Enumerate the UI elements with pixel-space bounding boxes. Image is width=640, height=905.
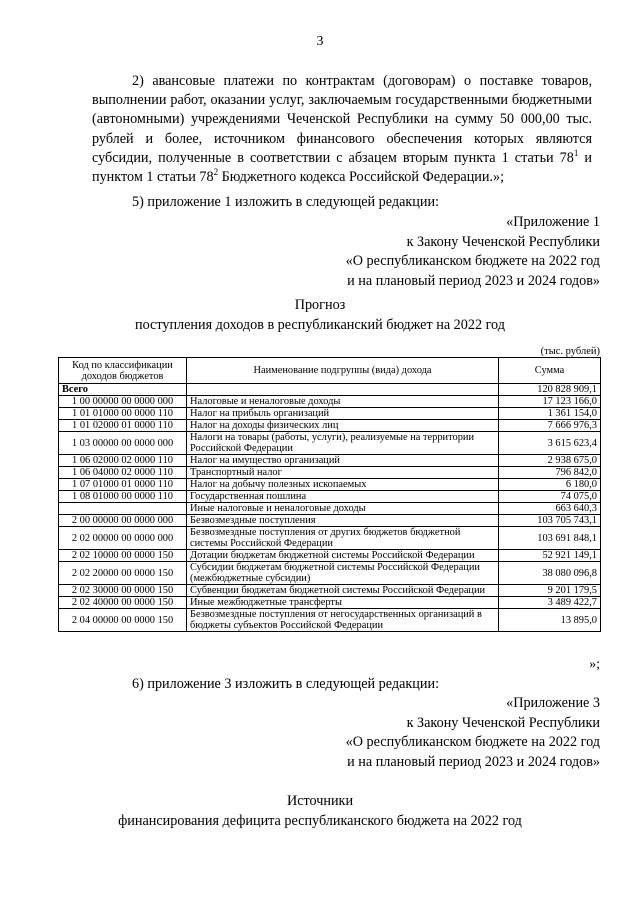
cell-name: Налог на имущество организаций xyxy=(187,455,499,467)
cell-name: Государственная пошлина xyxy=(187,491,499,503)
header-name: Наименование подгруппы (вида) дохода xyxy=(187,358,499,384)
cell-name: Безвозмездные поступления от негосударственных организаций в бюджеты субъектов Российской Федерации xyxy=(187,609,499,632)
cell-code: 1 00 00000 00 0000 000 xyxy=(59,396,187,408)
cell-code xyxy=(59,503,187,515)
table-row xyxy=(59,408,601,420)
cell-amount: 1 361 154,0 xyxy=(499,408,601,420)
cell-name: Налоги на товары (работы, услуги), реализуемые на территории Российской Федерации xyxy=(187,432,499,455)
appendix-3-line4: и на плановый период 2023 и 2024 годов» xyxy=(347,753,600,770)
cell-amount: 2 938 675,0 xyxy=(499,455,601,467)
appendix-1-line3: «О республиканском бюджете на 2022 год xyxy=(345,253,600,270)
table-row xyxy=(59,479,601,491)
cell-name: Дотации бюджетам бюджетной системы Российской Федерации xyxy=(187,550,499,562)
table-row xyxy=(59,396,601,408)
appendix-1-line1: «Приложение 1 xyxy=(506,214,600,230)
cell-amount: 38 080 096,8 xyxy=(499,562,601,585)
cell-name: Иные налоговые и неналоговые доходы xyxy=(187,503,499,515)
cell-name: Иные межбюджетные трансферты xyxy=(187,597,499,609)
appendix-3-line2: к Закону Чеченской Республики xyxy=(406,714,600,731)
cell-amount: 3 615 623,4 xyxy=(499,432,601,455)
table-row xyxy=(59,455,601,467)
cell-amount: 7 666 976,3 xyxy=(499,420,601,432)
cell-name: Налог на добычу полезных ископаемых xyxy=(187,479,499,491)
cell-amount: 103 691 848,1 xyxy=(499,527,601,550)
total-row xyxy=(59,384,601,396)
cell-code: 2 02 10000 00 0000 150 xyxy=(59,550,187,562)
table-row xyxy=(59,527,601,550)
table-units: (тыс. рублей) xyxy=(540,346,600,357)
superscript-2: 2 xyxy=(213,167,219,178)
cell-amount: 17 123 166,0 xyxy=(499,396,601,408)
sources-title xyxy=(0,792,640,831)
paragraph-2: 2) авансовые платежи по контрактам (договорам) о поставке товаров, выполнении работ, оказании услуг, заключаемым государственными бюджетными (автономными) учреждениями Чеченской Республики на сумму 50 000,00 тыс. рублей и более, источником финансового обеспечения которых являются субсидии, полученные в соответствии с абзацем вторым пункта 1 статьи $78^1$ и пунктом 1 статьи $78^2$ Бюджетного кодекса Российской Федерации.»; xyxy=(92,73,593,186)
cell-name: Субсидии бюджетам бюджетной системы Российской Федерации (межбюджетные субсидии) xyxy=(187,562,499,585)
cell-code: 1 06 02000 02 0000 110 xyxy=(59,455,187,467)
table-row xyxy=(59,420,601,432)
forecast-title-line2: поступления доходов в республиканский бюджет на 2022 год xyxy=(135,316,505,333)
cell-amount: 3 489 422,7 xyxy=(499,597,601,609)
cell-code: 1 03 00000 00 0000 000 xyxy=(59,432,187,455)
table-row xyxy=(59,597,601,609)
cell-name: Налог на доходы физических лиц xyxy=(187,420,499,432)
forecast-title xyxy=(0,296,640,335)
cell-amount: 74 075,0 xyxy=(499,491,601,503)
cell-code: 2 02 00000 00 0000 000 xyxy=(59,527,187,550)
cell-name: Налоговые и неналоговые доходы xyxy=(187,396,499,408)
appendix-3-line3: «О республиканском бюджете на 2022 год xyxy=(345,734,600,751)
total-label: Всего xyxy=(59,384,187,396)
cell-amount: 103 705 743,1 xyxy=(499,515,601,527)
appendix-1-line2: к Закону Чеченской Республики xyxy=(406,233,600,250)
total-amount: 120 828 909,1 xyxy=(499,384,601,396)
forecast-title-line1: Прогноз xyxy=(294,297,346,313)
cell-code: 1 01 01000 00 0000 110 xyxy=(59,408,187,420)
table-row xyxy=(59,550,601,562)
cell-amount: 13 895,0 xyxy=(499,609,601,632)
page-number: 3 xyxy=(316,34,324,49)
cell-name: Субвенции бюджетам бюджетной системы Российской Федерации xyxy=(187,585,499,597)
table-row xyxy=(59,467,601,479)
cell-code: 1 07 01000 01 0000 110 xyxy=(59,479,187,491)
table-row xyxy=(59,432,601,455)
cell-code: 1 08 01000 00 0000 110 xyxy=(59,491,187,503)
header-code: Код по классификации доходов бюджетов xyxy=(59,358,187,384)
appendix-1-line4: и на плановый период 2023 и 2024 годов» xyxy=(347,272,600,289)
superscript-1: 1 xyxy=(573,147,579,158)
revenue-table xyxy=(58,357,601,632)
sources-title-line2: финансирования дефицита республиканского бюджета на 2022 год xyxy=(118,812,522,829)
cell-amount: 52 921 149,1 xyxy=(499,550,601,562)
cell-code: 1 01 02000 01 0000 110 xyxy=(59,420,187,432)
cell-name: Транспортный налог xyxy=(187,467,499,479)
table-row xyxy=(59,515,601,527)
appendix-3-header xyxy=(346,694,600,772)
cell-amount: 796 842,0 xyxy=(499,467,601,479)
header-amount: Сумма xyxy=(499,358,601,384)
cell-code: 2 02 30000 00 0000 150 xyxy=(59,585,187,597)
appendix-1-header xyxy=(346,213,600,291)
cell-amount: 663 640,3 xyxy=(499,503,601,515)
table-row xyxy=(59,562,601,585)
cell-code: 2 02 40000 00 0000 150 xyxy=(59,597,187,609)
table-header-row xyxy=(59,358,601,384)
table-row xyxy=(59,491,601,503)
cell-code: 1 06 04000 02 0000 110 xyxy=(59,467,187,479)
cell-amount: 6 180,0 xyxy=(499,479,601,491)
cell-amount: 9 201 179,5 xyxy=(499,585,601,597)
total-name-cell xyxy=(187,384,499,396)
cell-name: Безвозмездные поступления xyxy=(187,515,499,527)
cell-code: 2 04 00000 00 0000 150 xyxy=(59,609,187,632)
cell-name: Налог на прибыль организаций xyxy=(187,408,499,420)
cell-code: 2 00 00000 00 0000 000 xyxy=(59,515,187,527)
item-6: 6) приложение 3 изложить в следующей редакции: xyxy=(132,676,440,692)
item-5: 5) приложение 1 изложить в следующей редакции: xyxy=(132,194,440,210)
table-row xyxy=(59,585,601,597)
table-row xyxy=(59,503,601,515)
appendix-3-line1: «Приложение 3 xyxy=(506,695,600,711)
table-closing-quote: »; xyxy=(589,657,600,672)
table-row xyxy=(59,609,601,632)
cell-code: 2 02 20000 00 0000 150 xyxy=(59,562,187,585)
cell-name: Безвозмездные поступления от других бюджетов бюджетной системы Российской Федерации xyxy=(187,527,499,550)
sources-title-line1: Источники xyxy=(286,793,354,809)
